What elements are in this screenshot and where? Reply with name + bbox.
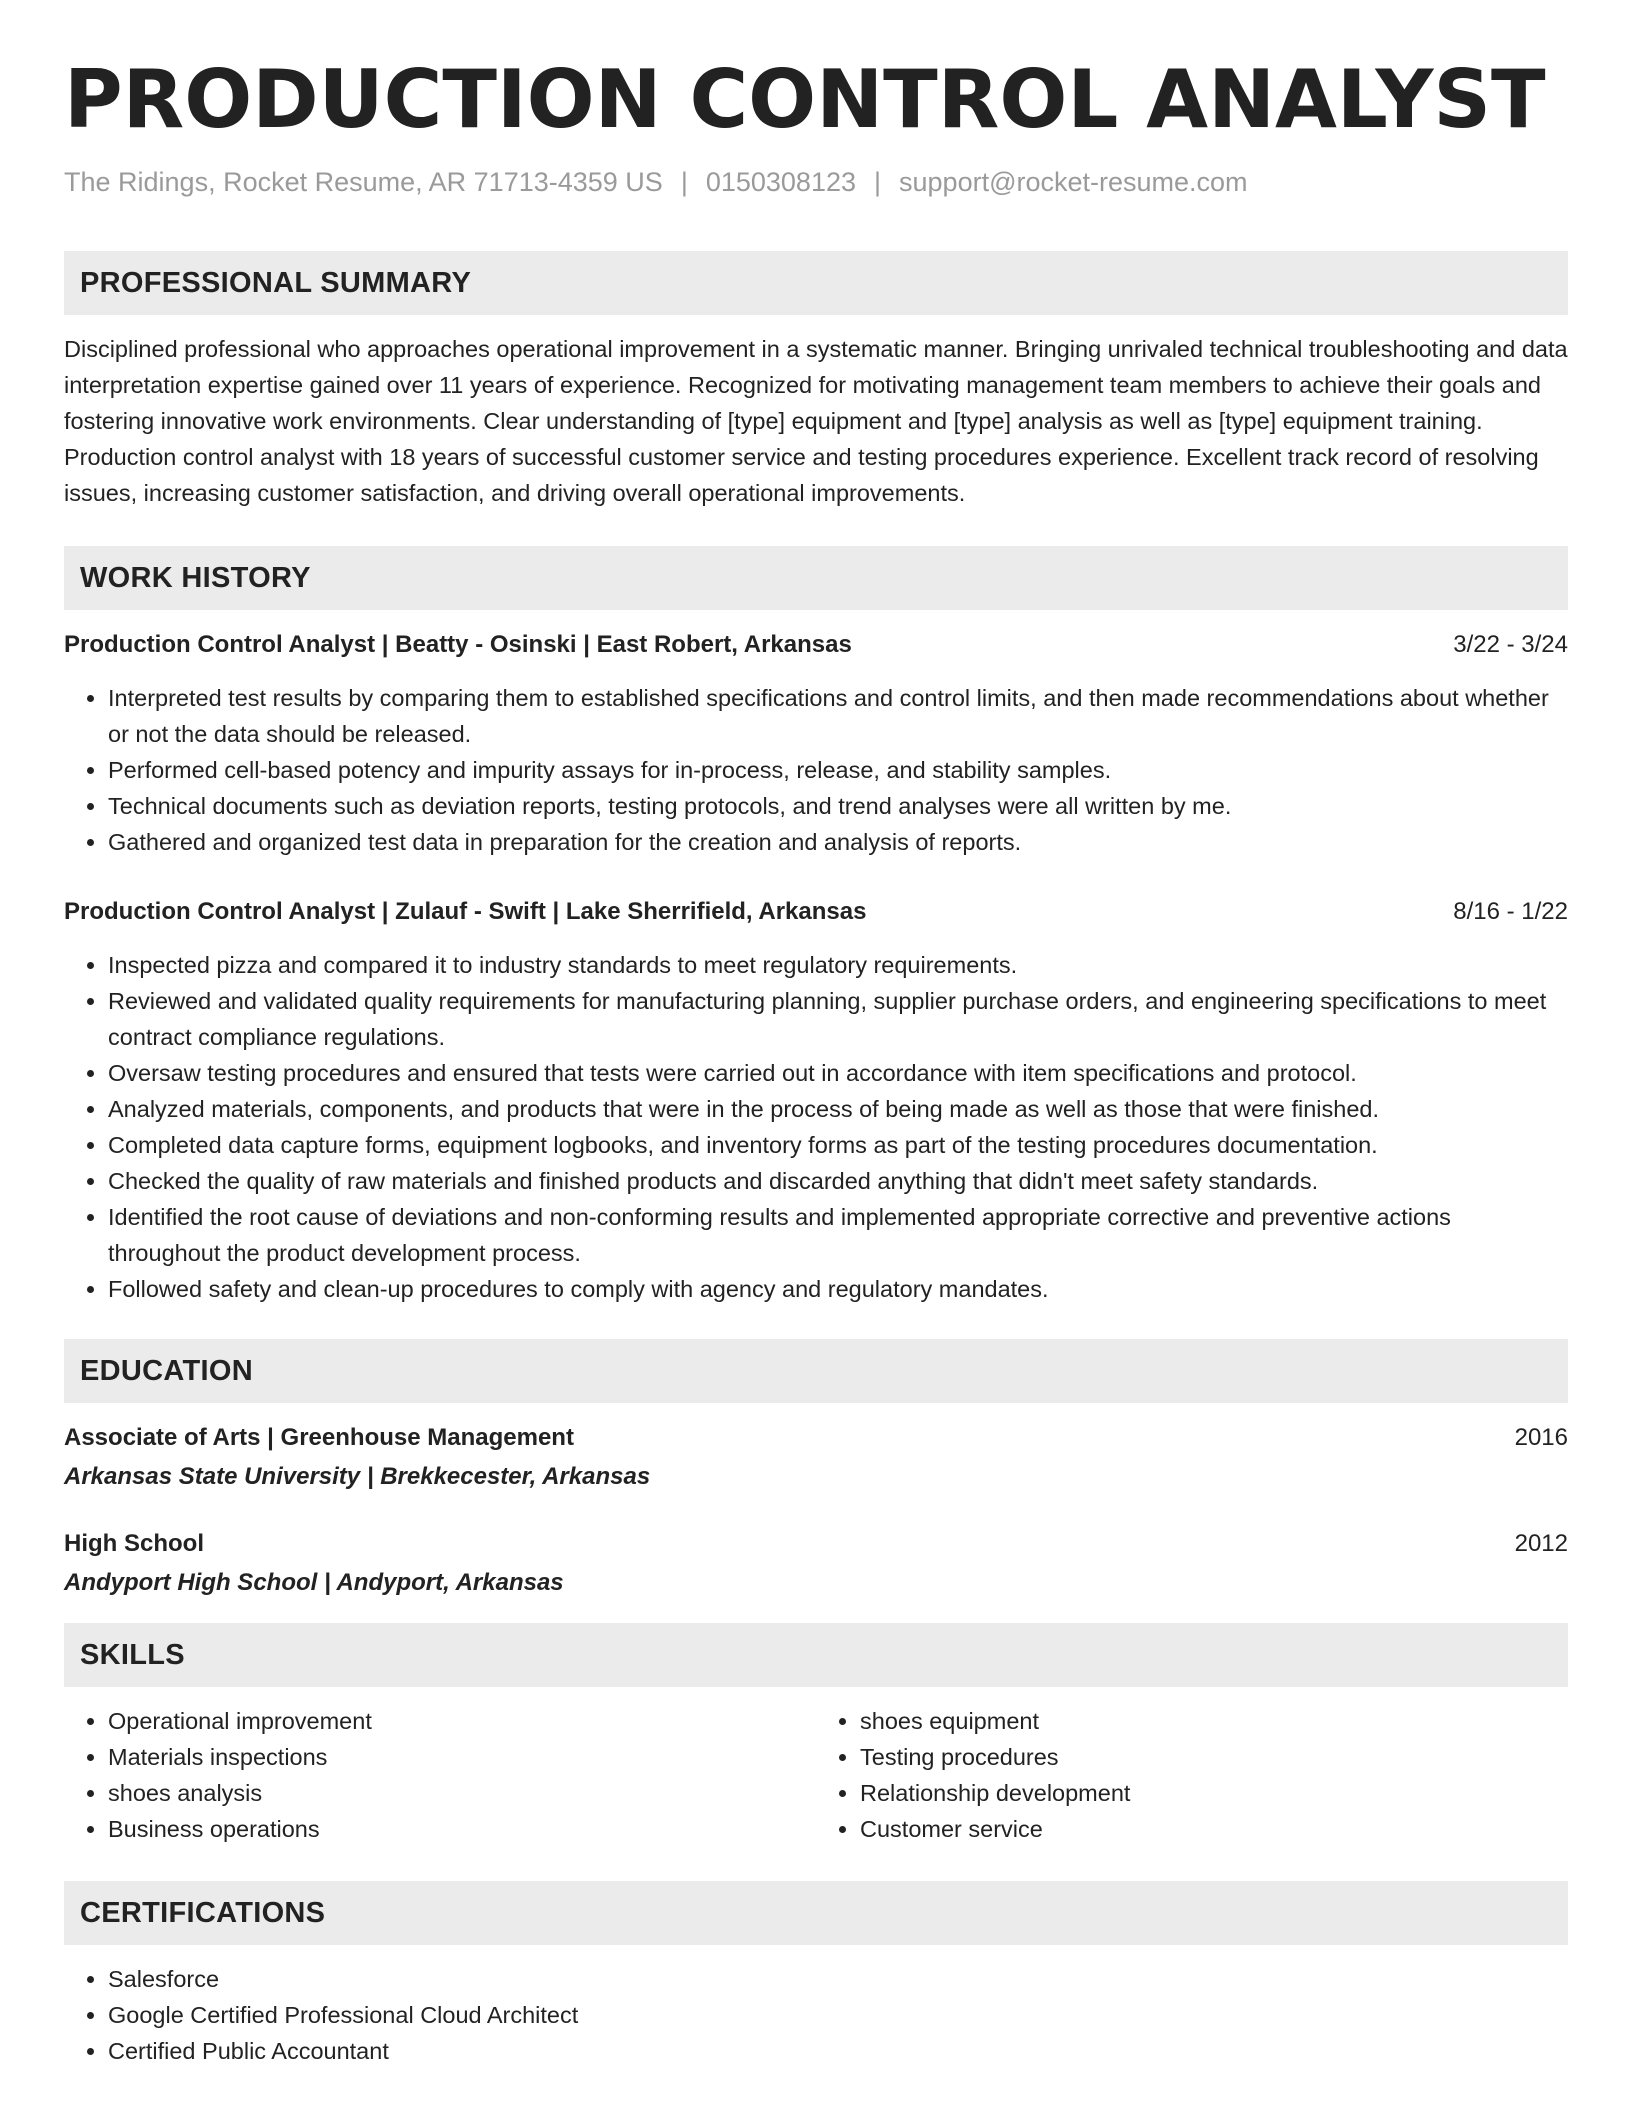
- skill-item: • shoes equipment: [860, 1703, 1568, 1739]
- education-header: [64, 1421, 1568, 1455]
- job-bullet: • Performed cell-based potency and impurity assays for in-process, release, and stability samples.: [108, 752, 1568, 788]
- contact-phone: 0150308123: [705, 167, 856, 197]
- job-bullet: • Gathered and organized test data in preparation for the creation and analysis of reports.: [108, 824, 1568, 860]
- job-title: Production Control Analyst | Zulauf - Swift | Lake Sherrifield, Arkansas: [64, 898, 867, 925]
- job-bullet: • Analyzed materials, components, and products that were in the process of being made as well as those that were finished.: [108, 1091, 1568, 1127]
- education-school: Arkansas State University | Brekkecester, Arkansas: [64, 1463, 651, 1490]
- job-bullets: [64, 947, 1568, 1307]
- skill-item: • Relationship development: [860, 1775, 1568, 1811]
- section-heading-work: WORK HISTORY: [80, 561, 311, 594]
- job-entry: [64, 895, 1568, 1307]
- education-year: 2012: [1514, 1530, 1568, 1557]
- skill-item: • Operational improvement: [108, 1703, 816, 1739]
- contact-separator: |: [680, 167, 688, 197]
- education-year: 2016: [1514, 1424, 1568, 1451]
- section-bar-summary: [64, 251, 1568, 315]
- education-school: Andyport High School | Andyport, Arkansas: [64, 1569, 564, 1596]
- skills-list: [64, 1703, 1568, 1847]
- section-heading-education: EDUCATION: [80, 1354, 253, 1387]
- skill-item: • Testing procedures: [860, 1739, 1568, 1775]
- certification-item: • Salesforce: [108, 1961, 1568, 1997]
- certification-item: • Google Certified Professional Cloud Architect: [108, 1997, 1568, 2033]
- job-bullet: • Interpreted test results by comparing them to established specifications and control limits, and then made recommendations about whether or not the data should be released.: [108, 680, 1568, 752]
- skill-item: • Customer service: [860, 1811, 1568, 1847]
- skill-item: • Materials inspections: [108, 1739, 816, 1775]
- skills-column-right: [816, 1703, 1568, 1847]
- job-dates: 8/16 - 1/22: [1453, 898, 1568, 925]
- contact-email[interactable]: support@rocket-resume.com: [899, 167, 1248, 197]
- section-bar-education: [64, 1339, 1568, 1403]
- job-bullet: • Identified the root cause of deviations and non-conforming results and implemented appropriate corrective and preventive actions throughout the product development process.: [108, 1199, 1568, 1271]
- job-title: Production Control Analyst | Beatty - Osinski | East Robert, Arkansas: [64, 631, 852, 658]
- contact-address: The Ridings, Rocket Resume, AR 71713-4359 US: [64, 167, 663, 197]
- education-entry: [64, 1421, 1568, 1495]
- job-bullet: • Followed safety and clean-up procedures to comply with agency and regulatory mandates.: [108, 1271, 1568, 1307]
- education-header: [64, 1527, 1568, 1561]
- job-bullet: • Technical documents such as deviation reports, testing protocols, and trend analyses were all written by me.: [108, 788, 1568, 824]
- job-bullets: [64, 680, 1568, 860]
- job-bullet: • Inspected pizza and compared it to industry standards to meet regulatory requirements.: [108, 947, 1568, 983]
- section-bar-certifications: [64, 1881, 1568, 1945]
- job-bullet: • Checked the quality of raw materials and finished products and discarded anything that didn't meet safety standards.: [108, 1163, 1568, 1199]
- job-bullet: • Reviewed and validated quality requirements for manufacturing planning, supplier purchase orders, and engineering specifications to meet contract compliance regulations.: [108, 983, 1568, 1055]
- summary-text: Disciplined professional who approaches operational improvement in a systematic manner. Bringing unrivaled technical troubleshooting and data interpretation expertise gained over 11 years of experience. Recognized for motivating management team members to achieve their goals and fostering innovative work environments. Clear understanding of [type] equipment and [type] analysis as well as [type] equipment training. Production control analyst with 18 years of successful customer service and testing procedures experience. Excellent track record of resolving issues, increasing customer satisfaction, and driving overall operational improvements.: [64, 336, 1568, 506]
- section-heading-certifications: CERTIFICATIONS: [80, 1896, 326, 1929]
- section-heading-summary: PROFESSIONAL SUMMARY: [80, 266, 472, 299]
- job-bullet: • Completed data capture forms, equipment logbooks, and inventory forms as part of the testing procedures documentation.: [108, 1127, 1568, 1163]
- education-degree: High School: [64, 1530, 204, 1557]
- section-bar-work: [64, 546, 1568, 610]
- section-heading-skills: SKILLS: [80, 1638, 185, 1671]
- job-entry: [64, 628, 1568, 860]
- contact-line: [64, 164, 1568, 200]
- resume-name: PRODUCTION CONTROL ANALYST: [64, 53, 1546, 146]
- skill-item: • Business operations: [108, 1811, 816, 1847]
- certifications-list: [64, 1961, 1568, 2069]
- contact-separator: |: [874, 167, 882, 197]
- job-dates: 3/22 - 3/24: [1453, 631, 1568, 658]
- certification-item: • Certified Public Accountant: [108, 2033, 1568, 2069]
- education-entry: [64, 1527, 1568, 1601]
- job-header: [64, 895, 1568, 929]
- education-degree: Associate of Arts | Greenhouse Management: [64, 1424, 574, 1451]
- section-bar-skills: [64, 1623, 1568, 1687]
- skills-column-left: [64, 1703, 816, 1847]
- skill-item: • shoes analysis: [108, 1775, 816, 1811]
- job-header: [64, 628, 1568, 662]
- job-bullet: • Oversaw testing procedures and ensured that tests were carried out in accordance with item specifications and protocol.: [108, 1055, 1568, 1091]
